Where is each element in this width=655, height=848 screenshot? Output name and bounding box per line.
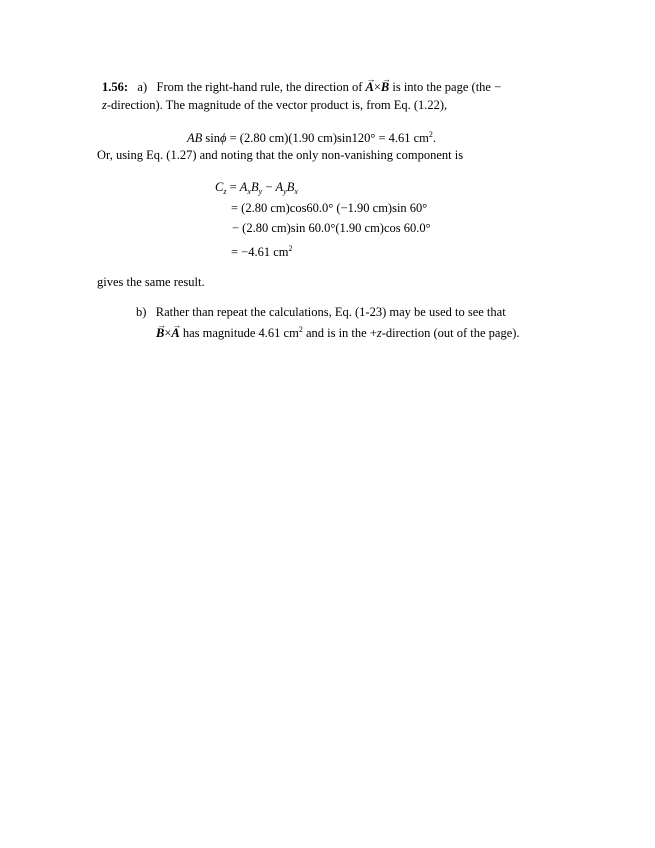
line1-pre: From the right-hand rule, the direction of <box>156 80 363 94</box>
part-b-vector-b: → B <box>156 325 164 341</box>
eq1-lhs: AB <box>187 131 203 145</box>
cz-line-1 <box>215 179 298 200</box>
problem-number: 1.56: <box>102 80 129 94</box>
cross-symbol: × <box>373 80 381 94</box>
part-b-exponent: 2 <box>298 325 303 334</box>
part-b-mid2: and is in the + <box>305 326 377 340</box>
z-variable: z <box>102 98 107 112</box>
cz-sub-z: z <box>223 187 227 196</box>
cz-equals: = <box>229 180 237 194</box>
part-b-line-1 <box>136 304 506 320</box>
eq1-end: . <box>432 131 437 145</box>
cz-line-4-exponent: 2 <box>288 244 293 253</box>
cz-line-3 <box>232 220 431 236</box>
equation-1 <box>187 127 436 146</box>
part-b-line-2 <box>156 322 520 341</box>
cz-sub-x2: x <box>294 187 298 196</box>
part-b-mid: has magnitude 4.61 cm <box>182 326 299 340</box>
cz-a2: A <box>275 180 284 194</box>
line3-text: Or, using Eq. (1.27) and noting that the only non-vanishing component is <box>97 148 464 162</box>
vector-b: → B <box>381 79 389 95</box>
line-2 <box>102 97 447 113</box>
cz-line-3-text: − (2.80 cm)sin 60.0°(1.90 cm)cos 60.0° <box>232 221 431 235</box>
part-b-z: z <box>376 326 382 340</box>
line-3 <box>97 147 463 163</box>
eq1-rhs: = (2.80 cm)(1.90 cm)sin120° = 4.61 cm <box>229 131 429 145</box>
eq1-sin: sin <box>205 131 220 145</box>
vector-a: → A <box>366 79 374 95</box>
cz-line-4 <box>231 241 293 260</box>
part-b-label: b) <box>136 305 147 319</box>
part-b-end: -direction (out of the page). <box>381 326 520 340</box>
part-b-cross: × <box>164 326 172 340</box>
cz-b1: B <box>250 180 259 194</box>
eq1-exponent: 2 <box>428 130 433 139</box>
cz-sub-y1: y <box>258 187 263 196</box>
cz-c: C <box>215 180 224 194</box>
cz-sub-x1: x <box>247 187 251 196</box>
line1-post: is into the page (the − <box>392 80 502 94</box>
cz-b2: B <box>286 180 295 194</box>
cz-sub-y2: y <box>283 187 287 196</box>
cz-line-2 <box>231 200 427 216</box>
eq1-phi: ϕ <box>220 131 227 145</box>
part-a-label: a) <box>137 80 148 94</box>
line4-text: gives the same result. <box>97 275 205 289</box>
part-b-vector-a: → A <box>171 325 179 341</box>
line-4 <box>97 274 205 290</box>
cz-minus: − <box>265 180 273 194</box>
line2-rest: -direction). The magnitude of the vector product is, from Eq. (1.22), <box>106 98 448 112</box>
cz-a1: A <box>239 180 248 194</box>
part-b-line1-text: Rather than repeat the calculations, Eq. (1-23) may be used to see that <box>155 305 506 319</box>
cz-line-2-text: = (2.80 cm)cos60.0° (−1.90 cm)sin 60° <box>231 201 428 215</box>
line-1 <box>102 79 501 95</box>
cz-line-4-text: = −4.61 cm <box>231 245 289 259</box>
